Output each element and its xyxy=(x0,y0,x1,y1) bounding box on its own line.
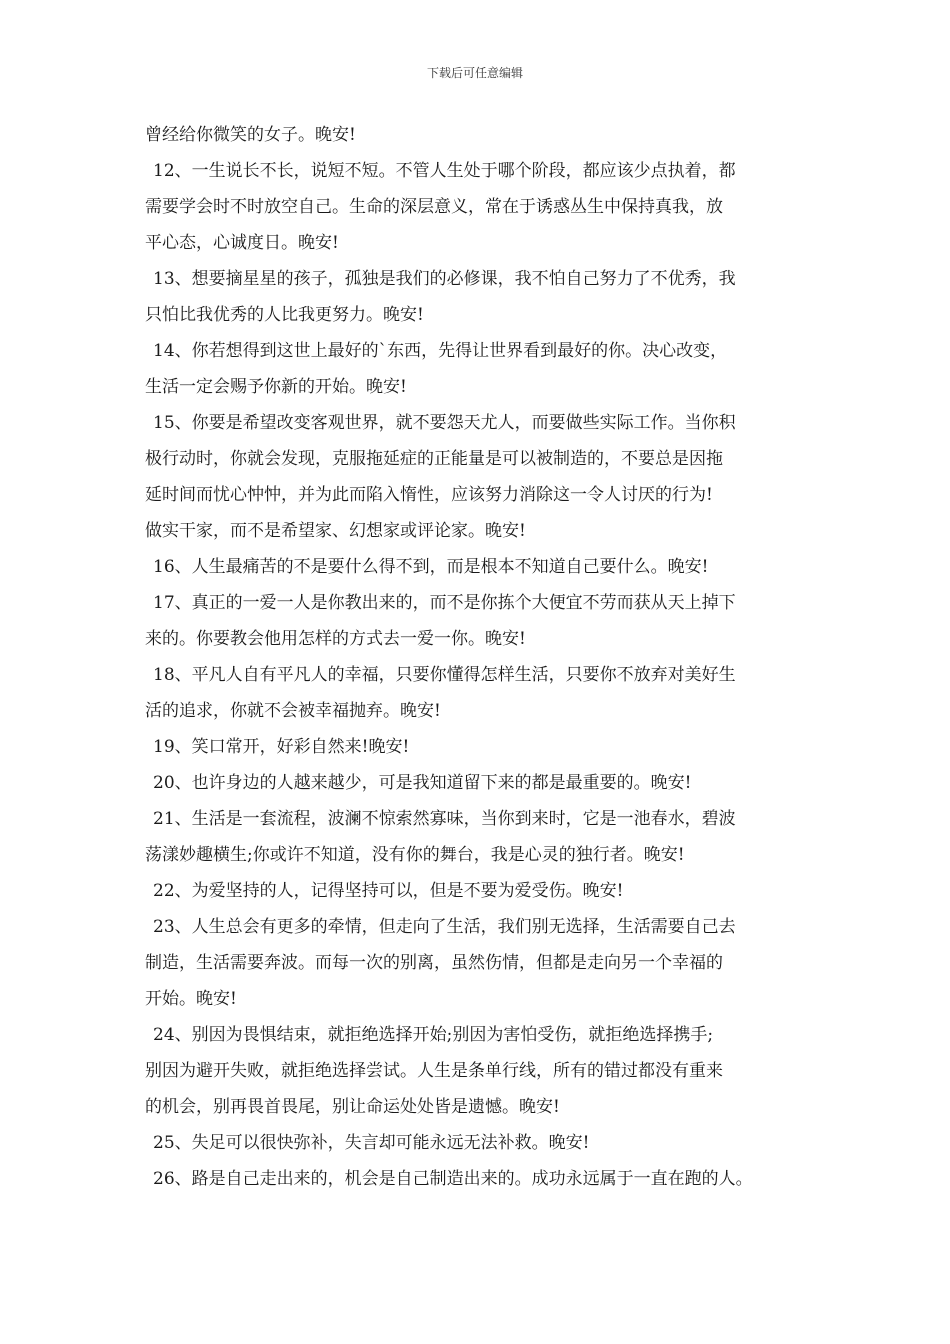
text-line: 曾经给你微笑的女子。晚安! xyxy=(145,125,356,145)
text-line: 生活一定会赐予你新的开始。晚安! xyxy=(145,377,407,397)
text-line: 只怕比我优秀的人比我更努力。晚安! xyxy=(145,305,424,325)
text-line: 23、人生总会有更多的牵情，但走向了生活，我们别无选择，生活需要自己去 xyxy=(153,917,736,937)
text-line: 24、别因为畏惧结束，就拒绝选择开始;别因为害怕受伤，就拒绝选择携手; xyxy=(153,1025,714,1045)
text-line: 的机会，别再畏首畏尾，别让命运处处皆是遗憾。晚安! xyxy=(145,1097,560,1117)
text-line: 荡漾妙趣横生;你或许不知道，没有你的舞台，我是心灵的独行者。晚安! xyxy=(145,845,685,865)
text-line: 25、失足可以很快弥补，失言却可能永远无法补救。晚安! xyxy=(153,1133,590,1153)
text-line: 26、路是自己走出来的，机会是自己制造出来的。成功永远属于一直在跑的人。 xyxy=(153,1169,753,1189)
text-line: 制造，生活需要奔波。而每一次的别离，虽然伤情，但都是走向另一个幸福的 xyxy=(145,953,723,973)
text-line: 13、想要摘星星的孩子，孤独是我们的必修课，我不怕自己努力了不优秀，我 xyxy=(153,269,736,289)
text-line: 延时间而忧心忡忡，并为此而陷入惰性，应该努力消除这一令人讨厌的行为! xyxy=(145,485,713,505)
text-line: 别因为避开失败，就拒绝选择尝试。人生是条单行线，所有的错过都没有重来 xyxy=(145,1061,723,1081)
text-line: 20、也许身边的人越来越少，可是我知道留下来的都是最重要的。晚安! xyxy=(153,773,692,793)
text-line: 需要学会时不时放空自己。生命的深层意义，常在于诱惑丛生中保持真我，放 xyxy=(145,197,723,217)
text-line: 22、为爱坚持的人，记得坚持可以，但是不要为爱受伤。晚安! xyxy=(153,881,624,901)
document-body xyxy=(145,122,825,1202)
text-line: 开始。晚安! xyxy=(145,989,237,1009)
text-line: 15、你要是希望改变客观世界，就不要怨天尤人，而要做些实际工作。当你积 xyxy=(153,413,736,433)
page-header: 下载后可任意编辑 xyxy=(426,66,523,80)
text-line: 16、人生最痛苦的不是要什么得不到，而是根本不知道自己要什么。晚安! xyxy=(153,557,709,577)
text-line: 极行动时，你就会发现，克服拖延症的正能量是可以被制造的，不要总是因拖 xyxy=(145,449,723,469)
text-line: 18、平凡人自有平凡人的幸福，只要你懂得怎样生活，只要你不放弃对美好生 xyxy=(153,665,736,685)
text-line: 活的追求，你就不会被幸福抛弃。晚安! xyxy=(145,701,441,721)
text-line: 12、一生说长不长，说短不短。不管人生处于哪个阶段，都应该少点执着，都 xyxy=(153,161,736,181)
text-line: 19、笑口常开，好彩自然来!晚安! xyxy=(153,737,410,757)
text-line: 平心态，心诚度日。晚安! xyxy=(145,233,339,253)
text-line: 21、生活是一套流程，波澜不惊索然寡味，当你到来时，它是一池春水，碧波 xyxy=(153,809,736,829)
text-line: 来的。你要教会他用怎样的方式去一爱一你。晚安! xyxy=(145,629,526,649)
text-line: 做实干家，而不是希望家、幻想家或评论家。晚安! xyxy=(145,521,526,541)
text-line: 14、你若想得到这世上最好的`东西，先得让世界看到最好的你。决心改变， xyxy=(153,341,728,361)
text-line: 17、真正的一爱一人是你教出来的，而不是你拣个大便宜不劳而获从天上掉下 xyxy=(153,593,736,613)
